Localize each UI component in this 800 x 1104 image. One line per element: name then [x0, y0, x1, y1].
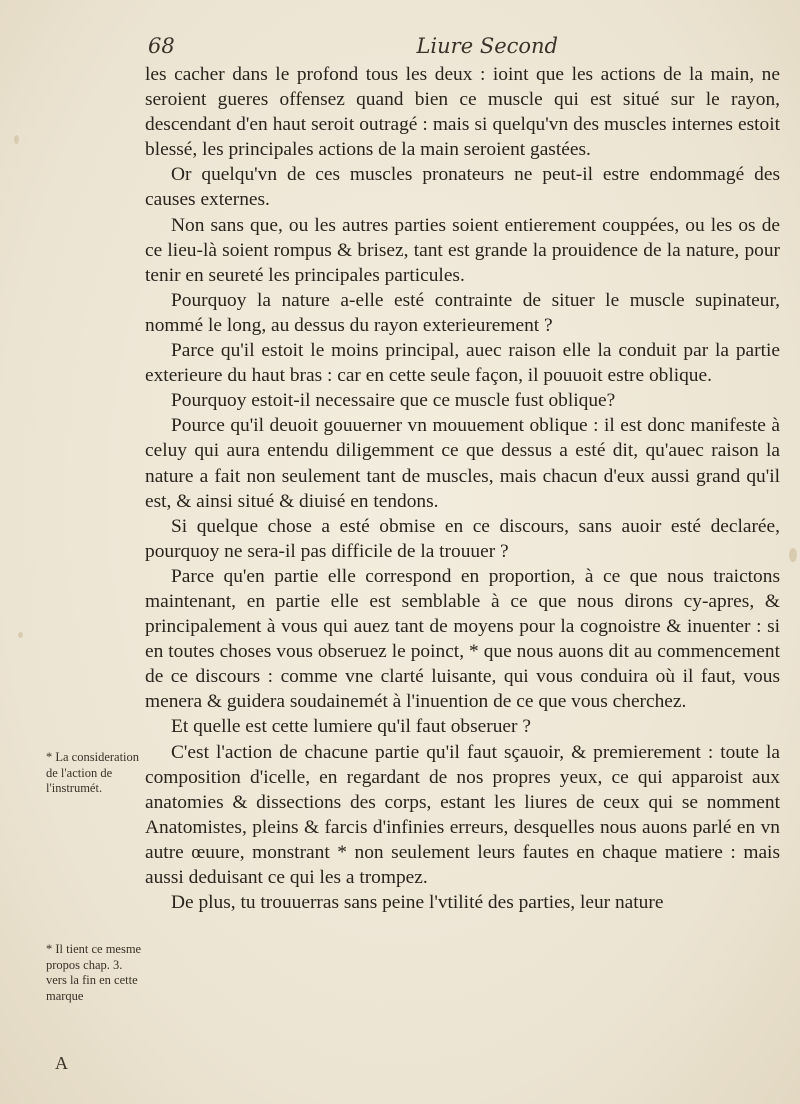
paper-blemish [789, 548, 797, 562]
paper-blemish [18, 632, 23, 638]
main-text [145, 62, 780, 915]
margin-note-text: * La consideration de l'action de l'instrumét. [46, 750, 140, 796]
paragraph: Parce qu'en partie elle correspond en proportion, à ce que nous traictons maintenant, en partie elle est semblable à ce que nous dirons cy-apres, & principalement à vous qui auez tant de moyens pour la cognoistre & inuenter : si en toutes choses vous obseruez le poinct, * que nous auons dit au commencement de ce discours : comme vne clarté luisante, qui vous conduira où il faut, vous menera & guidera soudainemét à l'inuention de ce que vous cherchez. [145, 565, 780, 713]
paragraph: Et quelle est cette lumiere qu'il faut obseruer ? [171, 716, 531, 738]
margin-note [46, 942, 142, 1004]
paragraph: Pource qu'il deuoit gouuerner vn mouuement oblique : il est donc manifeste à celuy qui aura entendu diligemment ce que dessus a esté dit, qu'auec raison la nature a fait non seulement tant de muscles, mais chacun d'eux aussi grand qu'il est, & ainsi situé & diuisé en tendons. [145, 415, 780, 512]
paragraph: Si quelque chose a esté obmise en ce discours, sans auoir esté declarée, pourquoy ne sera-il pas difficile de la trouuer ? [145, 515, 780, 562]
paragraph: De plus, tu trouuerras sans peine l'vtilité des parties, leur nature [171, 892, 664, 914]
running-head: Liure Second [416, 34, 558, 58]
paragraph: Pourquoy la nature a-elle esté contrainte de situer le muscle supinateur, nommé le long, au dessus du rayon exterieurement ? [145, 289, 780, 336]
paragraph: les cacher dans le profond tous les deux : ioint que les actions de la main, ne seroient gueres offensez quand bien ce muscle qui est situé sur le rayon, descendant d'en haut seroit outragé : mais si quelqu'vn des muscles internes estoit blessé, les principales actions de la main seroient gastées. [145, 64, 780, 161]
margin-note-text: * Il tient ce mesme propos chap. 3. vers la fin en cette marque [46, 942, 142, 1003]
margin-note [46, 750, 142, 797]
paragraph: Non sans que, ou les autres parties soient entierement couppées, ou les os de ce lieu-là soient rompus & brisez, tant est grande la prouidence de la nature, pour tenir en seureté les principales particules. [145, 214, 780, 286]
paragraph: Pourquoy estoit-il necessaire que ce muscle fust oblique? [171, 390, 616, 412]
paragraph: Parce qu'il estoit le moins principal, auec raison elle la conduit par la partie exterieure du haut bras : car en cette seule façon, il pouuoit estre oblique. [145, 340, 780, 387]
signature-mark: A [55, 1053, 68, 1073]
paragraph: Or quelqu'vn de ces muscles pronateurs ne peut-il estre endommagé des causes externes. [145, 164, 780, 211]
paper-blemish [14, 135, 19, 144]
paragraph: C'est l'action de chacune partie qu'il faut sçauoir, & premierement : toute la composition d'icelle, en regardant de nos propres yeux, ce qui apparoist aux anatomies & dissections des corps, estant les liures de ceux qui se nomment Anatomistes, pleins & farcis d'infinies erreurs, desquelles nous auons parlé en vn autre œuure, monstrant * non seulement leurs fautes en chaque matiere : mais aussi deduisant ce qui les a trompez. [145, 741, 780, 888]
page-number: 68 [148, 34, 175, 58]
page-header [148, 30, 558, 60]
